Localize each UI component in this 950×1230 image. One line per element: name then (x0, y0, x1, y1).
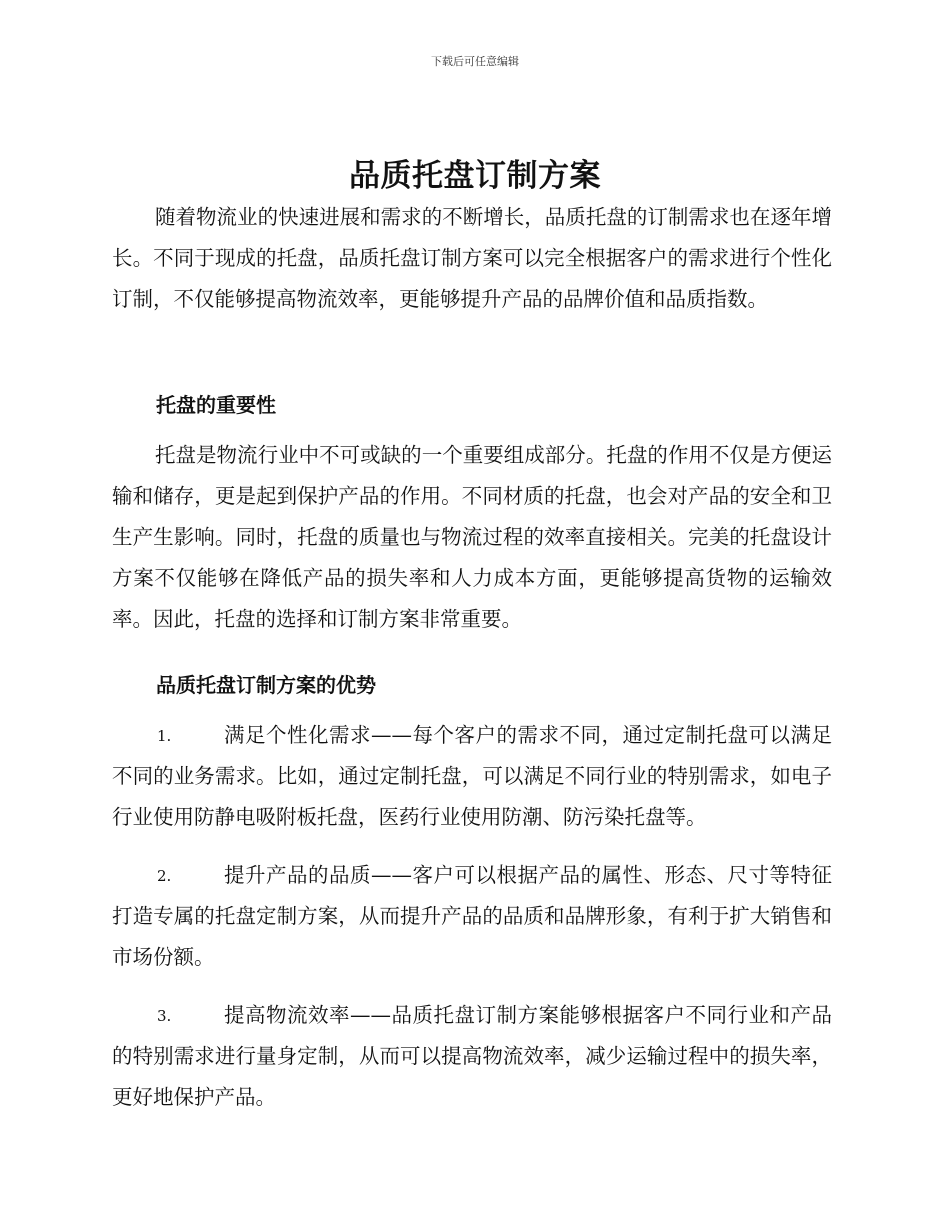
section-heading-advantages: 品质托盘订制方案的优势 (156, 673, 376, 697)
list-item (112, 715, 832, 838)
list-item-number: 1. (157, 727, 172, 745)
list-item-text: 提高物流效率——品质托盘订制方案能够根据客户不同行业和产品的特别需求进行量身定制，从而可以提高物流效率，减少运输过程中的损失率，更好地保护产品。 (112, 1003, 832, 1109)
header-note: 下载后可任意编辑 (431, 55, 519, 68)
list-item-number: 2. (157, 867, 172, 885)
section-heading-importance: 托盘的重要性 (156, 393, 276, 417)
importance-paragraph: 托盘是物流行业中不可或缺的一个重要组成部分。托盘的作用不仅是方便运输和储存，更是起到保护产品的作用。不同材质的托盘，也会对产品的安全和卫生产生影响。同时，托盘的质量也与物流过程的效率直接相关。完美的托盘设计方案不仅能够在降低产品的损失率和人力成本方面，更能够提高货物的运输效率。因此，托盘的选择和订制方案非常重要。 (112, 443, 832, 631)
intro-paragraph: 随着物流业的快速进展和需求的不断增长，品质托盘的订制需求也在逐年增长。不同于现成的托盘，品质托盘订制方案可以完全根据客户的需求进行个性化订制，不仅能够提高物流效率，更能够提升产品的品牌价值和品质指数。 (112, 205, 832, 311)
list-item-number: 3. (157, 1007, 172, 1025)
list-item (112, 995, 832, 1118)
list-item-text: 满足个性化需求——每个客户的需求不同，通过定制托盘可以满足不同的业务需求。比如，通过定制托盘，可以满足不同行业的特别需求，如电子行业使用防静电吸附板托盘，医药行业使用防潮、防污染托盘等。 (112, 723, 832, 829)
document-title: 品质托盘订制方案 (349, 158, 601, 194)
list-item-text: 提升产品的品质——客户可以根据产品的属性、形态、尺寸等特征打造专属的托盘定制方案，从而提升产品的品质和品牌形象，有利于扩大销售和市场份额。 (112, 863, 832, 969)
list-item (112, 855, 832, 978)
